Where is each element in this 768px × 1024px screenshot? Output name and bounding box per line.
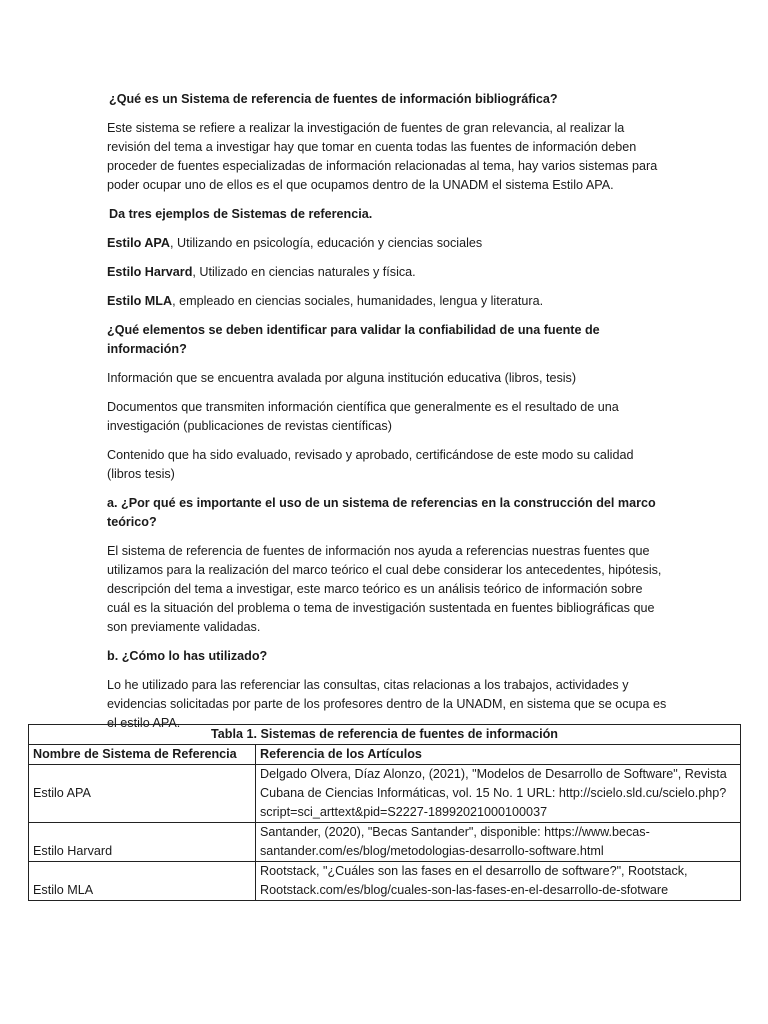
example-apa-desc: , Utilizando en psicología, educación y ciencias sociales — [169, 236, 483, 250]
column-header-name: Nombre de Sistema de Referencia — [29, 745, 256, 765]
table-caption: Tabla 1. Sistemas de referencia de fuentes de información — [29, 725, 741, 745]
table-caption-row — [29, 725, 741, 745]
question-elementos: ¿Qué elementos se deben identificar para validar la confiabilidad de una fuente de información? — [107, 323, 600, 356]
example-harvard-name: Estilo Harvard — [107, 265, 193, 279]
document-body — [107, 90, 667, 743]
example-mla-desc: , empleado en ciencias sociales, humanidades, lengua y literatura. — [172, 294, 544, 308]
references-table — [28, 724, 741, 901]
example-apa-name: Estilo APA — [107, 236, 170, 250]
question-sistema-referencia: ¿Qué es un Sistema de referencia de fuentes de información bibliográfica? — [109, 92, 558, 106]
table-cell-system-name: Estilo Harvard — [29, 823, 256, 862]
element-item: Información que se encuentra avalada por alguna institución educativa (libros, tesis) — [107, 371, 577, 385]
element-item: Documentos que transmiten información científica que generalmente es el resultado de una investigación (publicaciones de revistas científicas) — [107, 400, 619, 433]
element-item: Contenido que ha sido evaluado, revisado y aprobado, certificándose de este modo su calidad (libros tesis) — [107, 448, 634, 481]
column-header-reference: Referencia de los Artículos — [256, 745, 741, 765]
example-mla-name: Estilo MLA — [107, 294, 173, 308]
example-harvard-desc: , Utilizado en ciencias naturales y física. — [192, 265, 416, 279]
table-cell-reference: Delgado Olvera, Díaz Alonzo, (2021), "Modelos de Desarrollo de Software", Revista Cubana de Ciencias Informáticas, vol. 15 No. 1 URL: http://scielo.sld.cu/scielo.php?script=sci_arttext&pid=S2227-18992021000100037 — [256, 765, 741, 823]
answer-a: El sistema de referencia de fuentes de información nos ayuda a referencias nuestras fuentes que utilizamos para la realización del marco teórico el cual debe considerar los antecedentes, hipótesis, descripción del tema a investigar, este marco teórico es un análisis teórico de información sobre cuál es la situación del problema o tema de investigación sustentada en fuentes bibliográficas que son previamente validadas. — [107, 544, 662, 634]
question-a: a. ¿Por qué es importante el uso de un sistema de referencias en la construcción del marco teórico? — [107, 496, 656, 529]
example-harvard — [107, 263, 667, 282]
table-cell-reference: Rootstack, "¿Cuáles son las fases en el desarrollo de software?", Rootstack, Rootstack.com/es/blog/cuales-son-las-fases-en-el-desarrollo-de-sfotware — [256, 862, 741, 901]
example-mla — [107, 292, 667, 311]
table-cell-system-name: Estilo MLA — [29, 862, 256, 901]
table-row — [29, 823, 741, 862]
table-cell-reference: Santander, (2020), "Becas Santander", disponible: https://www.becas-santander.com/es/blog/metodologias-desarrollo-software.html — [256, 823, 741, 862]
question-b: b. ¿Cómo lo has utilizado? — [107, 649, 268, 663]
example-apa — [107, 234, 667, 253]
table-row — [29, 765, 741, 823]
question-ejemplos: Da tres ejemplos de Sistemas de referencia. — [109, 207, 373, 221]
table-cell-system-name: Estilo APA — [29, 765, 256, 823]
answer-sistema-referencia: Este sistema se refiere a realizar la investigación de fuentes de gran relevancia, al realizar la revisión del tema a investigar hay que tomar en cuenta todas las fuentes de información deben proceder de fuentes especializadas de información relacionadas al tema, hay varios sistemas para poder ocupar uno de ellos es el que ocupamos dentro de la UNADM el sistema Estilo APA. — [107, 121, 658, 192]
table-row — [29, 862, 741, 901]
answer-b: Lo he utilizado para las referenciar las consultas, citas relacionas a los trabajos, actividades y evidencias solicitadas por parte de los profesores dentro de la UNADM, en sistema que se ocupa es el estilo APA. — [107, 678, 667, 730]
table-header-row — [29, 745, 741, 765]
